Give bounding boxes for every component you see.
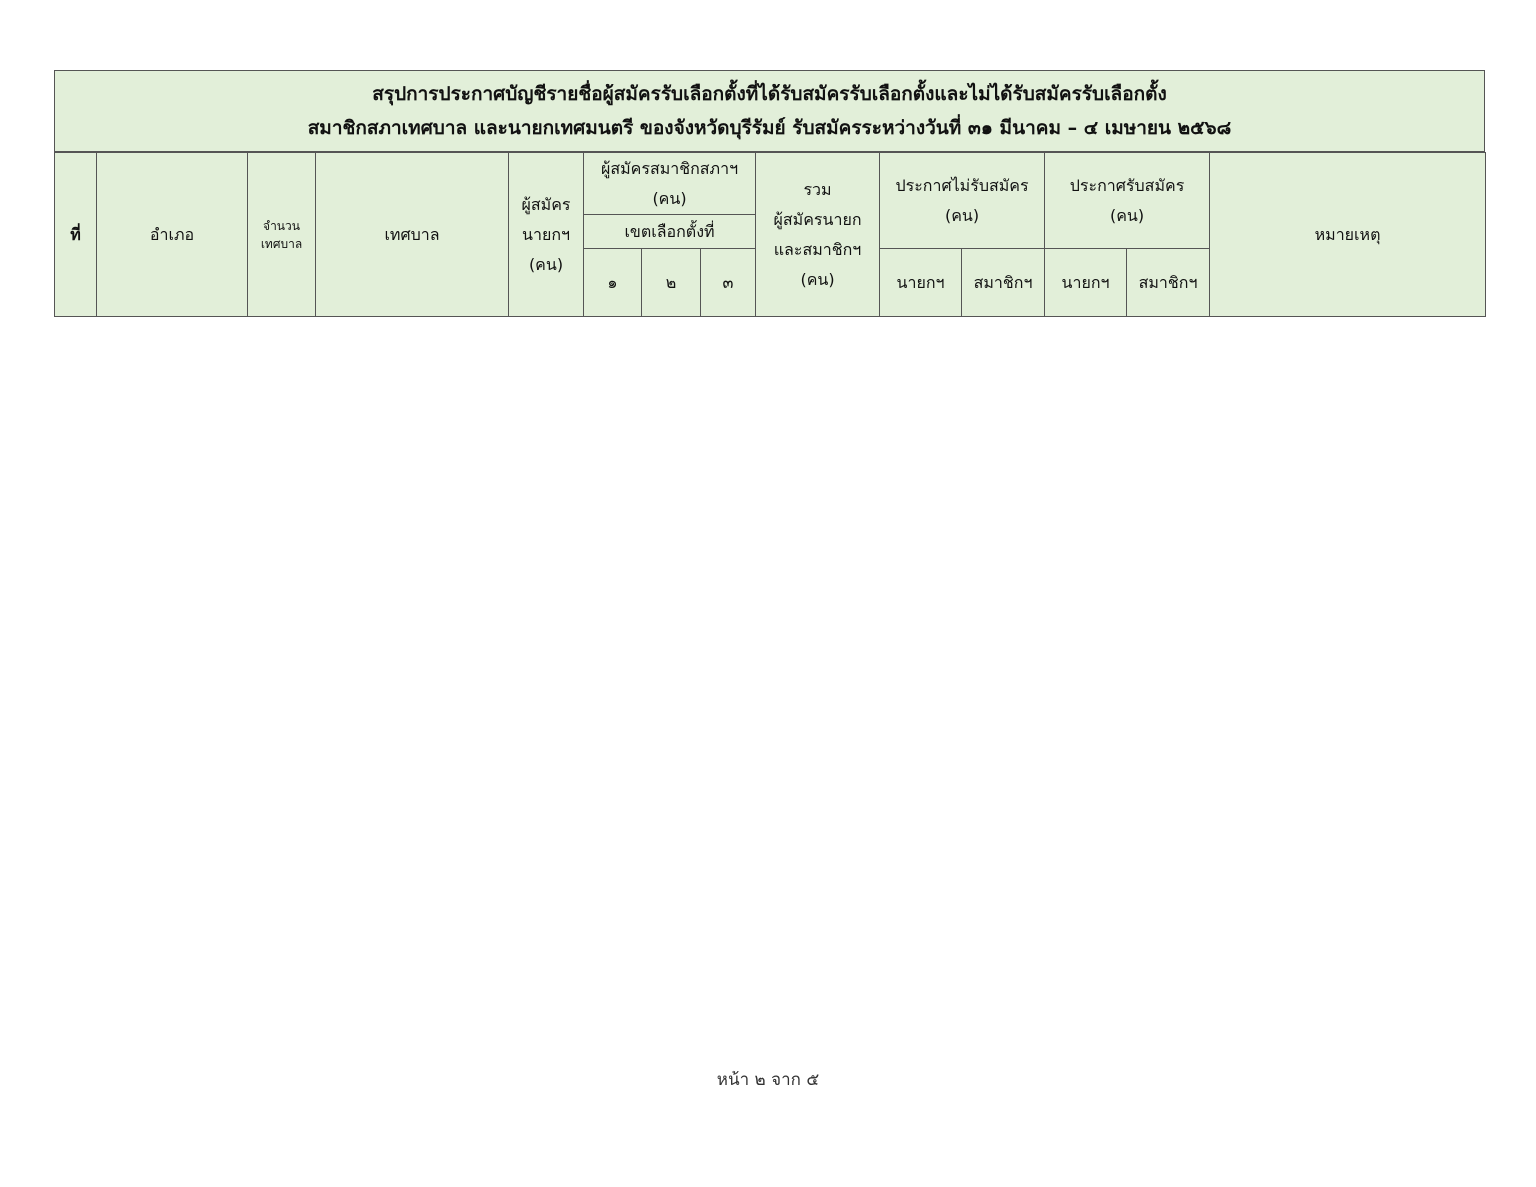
header-rejected-mayor: นายกฯ <box>880 249 962 317</box>
table-title <box>54 70 1485 152</box>
document-table-frame <box>54 70 1485 317</box>
header-accepted-member: สมาชิกฯ <box>1127 249 1210 317</box>
header-rejected: ประกาศไม่รับสมัคร (คน) <box>880 153 1045 249</box>
header-accepted-mayor: นายกฯ <box>1045 249 1127 317</box>
header-mayor-candidates: ผู้สมัคร นายกฯ (คน) <box>509 153 584 317</box>
header-district: อำเภอ <box>97 153 248 317</box>
candidate-summary-table <box>54 152 1486 317</box>
header-total: รวม ผู้สมัครนายก และสมาชิกฯ (คน) <box>756 153 880 317</box>
title-line-1: สรุปการประกาศบัญชีรายชื่อผู้สมัครรับเลือกตั้งที่ได้รับสมัครรับเลือกตั้งและไม่ได้รับสมัครรับเลือกตั้ง <box>372 83 1167 105</box>
header-count: จำนวน เทศบาล <box>248 153 316 317</box>
header-zone-3: ๓ <box>701 249 756 317</box>
header-zone-1: ๑ <box>584 249 642 317</box>
header-zone-2: ๒ <box>642 249 701 317</box>
header-member-candidates: ผู้สมัครสมาชิกสภาฯ (คน) <box>584 153 756 215</box>
table-header <box>55 153 1486 317</box>
title-line-2: สมาชิกสภาเทศบาล และนายกเทศมนตรี ของจังหวัดบุรีรัมย์ รับสมัครระหว่างวันที่ ๓๑ มีนาคม – ๔ เมษายน ๒๕๖๘ <box>307 117 1232 139</box>
header-municipality: เทศบาล <box>316 153 509 317</box>
header-no: ที่ <box>55 153 97 317</box>
page-footer: หน้า ๒ จาก ๕ <box>716 1070 820 1090</box>
header-remark: หมายเหตุ <box>1210 153 1486 317</box>
header-accepted: ประกาศรับสมัคร (คน) <box>1045 153 1210 249</box>
header-rejected-member: สมาชิกฯ <box>962 249 1045 317</box>
header-zone: เขตเลือกตั้งที่ <box>584 215 756 249</box>
